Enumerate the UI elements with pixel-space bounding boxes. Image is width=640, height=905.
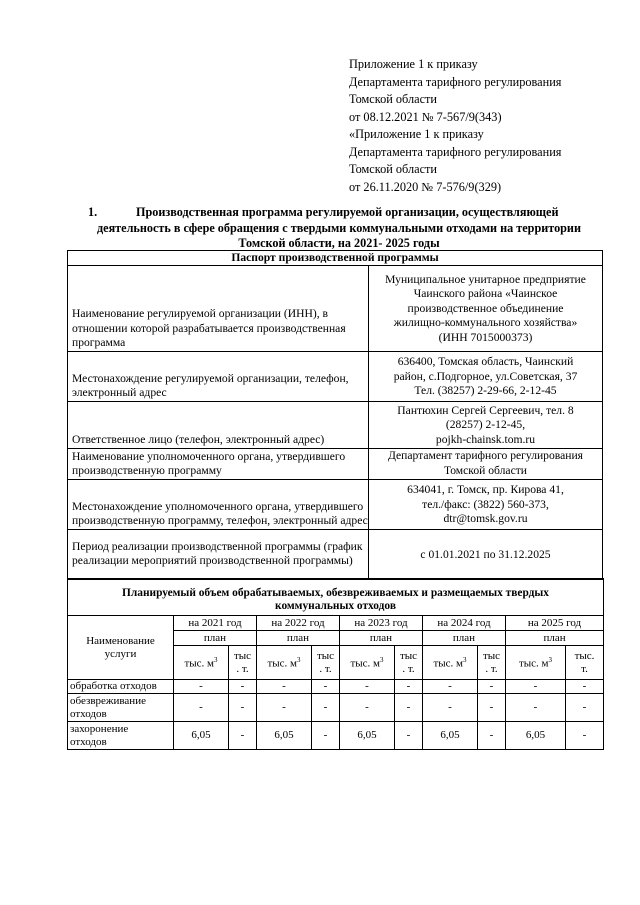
appendix-line: от 26.11.2020 № 7-576/9(329) xyxy=(349,179,502,194)
year-header: на 2024 год xyxy=(423,616,506,631)
passport-label: Наименование уполномоченного органа, утвердившего производственную программу xyxy=(68,449,369,480)
value-cell: - xyxy=(566,694,604,722)
value-cell: 6,05 xyxy=(423,722,478,750)
unit-sup: 3 xyxy=(297,656,301,665)
passport-label: Период реализации производственной программы (график реализации мероприятий производственной программы) xyxy=(68,530,369,580)
unit-m3-header xyxy=(257,646,312,680)
unit-text: . т. xyxy=(402,662,415,675)
value-cell: - xyxy=(395,722,423,750)
unit-text: тыс. м xyxy=(350,658,381,671)
passport-value xyxy=(369,480,603,530)
value-cell: - xyxy=(229,680,257,694)
value-cell: 6,05 xyxy=(174,722,229,750)
value-cell: 6,05 xyxy=(506,722,566,750)
unit-text: тыс xyxy=(482,649,501,662)
value-cell: - xyxy=(229,694,257,722)
unit-text: тыс. м xyxy=(518,658,549,671)
appendix-previous xyxy=(349,126,561,196)
plan-header: план xyxy=(506,631,604,646)
unit-sup: 3 xyxy=(380,656,384,665)
unit-t-header xyxy=(395,646,423,680)
unit-text: тыс. м xyxy=(184,658,215,671)
unit-sup: 3 xyxy=(548,656,553,665)
passport-value xyxy=(369,449,603,480)
value-line: Чаинского района «Чаинское xyxy=(413,287,558,301)
appendix-line: Томской области xyxy=(349,162,437,177)
passport-label: Ответственное лицо (телефон, электронный адрес) xyxy=(68,402,369,449)
plan-header: план xyxy=(174,631,257,646)
service-line: обезвреживание xyxy=(70,694,146,707)
passport-label: Местонахождение регулируемой организации, телефон, электронный адрес xyxy=(68,352,369,402)
unit-t-header xyxy=(478,646,506,680)
passport-label: Наименование регулируемой организации (ИНН), в отношении которой разрабатывается производственная программа xyxy=(68,266,369,352)
appendix-line: Томской области xyxy=(349,92,437,107)
passport-header: Паспорт производственной программы xyxy=(68,251,603,266)
appendix-line: «Приложение 1 к приказу xyxy=(349,127,484,141)
year-header: на 2022 год xyxy=(257,616,340,631)
passport-value xyxy=(369,530,603,580)
value-cell: - xyxy=(478,680,506,694)
value-line: жилищно-коммунального хозяйства» xyxy=(393,316,578,330)
appendix-line: от 08.12.2021 № 7-567/9(343) xyxy=(349,109,502,124)
volume-table xyxy=(67,578,604,750)
value-cell: - xyxy=(506,694,566,722)
value-line: Пантюхин Сергей Сергеевич, тел. 8 xyxy=(397,403,574,417)
unit-text: . т. xyxy=(485,662,498,675)
unit-text: тыс. м xyxy=(267,658,298,671)
value-cell: - xyxy=(174,680,229,694)
section-title-line: Производственная программа регулируемой организации, осуществляющей xyxy=(136,205,559,219)
unit-text: тыс xyxy=(316,649,335,662)
unit-text: тыс xyxy=(233,649,252,662)
value-cell: - xyxy=(312,680,340,694)
plan-header: план xyxy=(340,631,423,646)
value-cell: - xyxy=(395,680,423,694)
value-cell: - xyxy=(566,722,604,750)
value-cell: - xyxy=(566,680,604,694)
passport-value xyxy=(369,402,603,449)
unit-m3-header xyxy=(506,646,566,680)
value-line: pojkh-chainsk.tom.ru xyxy=(435,432,536,446)
value-cell: - xyxy=(506,680,566,694)
service-header-line: услуги xyxy=(104,647,137,660)
value-cell: - xyxy=(312,722,340,750)
value-line: район, с.Подгорное, ул.Советская, 37 xyxy=(393,369,578,383)
appendix-line: Департамента тарифного регулирования xyxy=(349,74,562,89)
section-title xyxy=(70,205,608,252)
unit-m3-header xyxy=(174,646,229,680)
value-line: 634041, г. Томск, пр. Кирова 41, xyxy=(407,483,564,497)
section-title-line: деятельность в сфере обращения с твердыми коммунальными отходами на территории xyxy=(97,220,581,235)
table-row xyxy=(68,722,604,750)
appendix-current xyxy=(349,56,561,126)
appendix-line: Департамента тарифного регулирования xyxy=(349,144,562,159)
value-line: dtr@tomsk.gov.ru xyxy=(443,512,528,526)
unit-t-header xyxy=(566,646,604,680)
value-cell: - xyxy=(478,722,506,750)
value-cell: 6,05 xyxy=(340,722,395,750)
passport-label: Местонахождение уполномоченного органа, утвердившего производственную программу, телефон, электронный адрес xyxy=(68,480,369,530)
caption-line: коммунальных отходов xyxy=(275,600,396,612)
value-line: (28257) 2-12-45, xyxy=(445,418,526,432)
passport-value xyxy=(369,266,603,352)
unit-t-header xyxy=(229,646,257,680)
value-cell: - xyxy=(423,680,478,694)
table-row xyxy=(68,694,604,722)
value-line: Томской области xyxy=(444,463,527,477)
plan-header: план xyxy=(257,631,340,646)
volume-caption xyxy=(68,579,604,616)
service-header-line: Наименование xyxy=(86,634,155,647)
appendix-line: Приложение 1 к приказу xyxy=(349,57,478,71)
unit-m3-header xyxy=(340,646,395,680)
section-title-line: Томской области, на 2021- 2025 годы xyxy=(238,236,440,251)
value-line: Департамент тарифного регулирования xyxy=(387,449,583,463)
unit-text: . т. xyxy=(319,662,332,675)
service-header xyxy=(68,616,174,680)
service-name xyxy=(68,694,174,722)
value-cell: - xyxy=(257,680,312,694)
unit-m3-header xyxy=(423,646,478,680)
value-line: производственное объединение xyxy=(407,301,564,315)
unit-sup: 3 xyxy=(214,656,218,665)
unit-text: тыс. xyxy=(574,649,595,662)
value-line: 636400, Томская область, Чаинский xyxy=(397,355,574,369)
year-header: на 2021 год xyxy=(174,616,257,631)
unit-sup: 3 xyxy=(463,656,467,665)
value-cell: - xyxy=(174,694,229,722)
year-header: на 2025 год xyxy=(506,616,604,631)
year-header: на 2023 год xyxy=(340,616,423,631)
service-line: обработка отходов xyxy=(70,680,157,693)
service-name xyxy=(68,680,174,694)
table-row xyxy=(68,680,604,694)
value-line: Тел. (38257) 2-29-66, 2-12-45 xyxy=(414,384,557,398)
service-line: захоронение xyxy=(70,722,129,735)
value-cell: - xyxy=(340,680,395,694)
passport-value xyxy=(369,352,603,402)
value-cell: - xyxy=(340,694,395,722)
value-line: Муниципальное унитарное предприятие xyxy=(385,272,586,286)
value-cell: - xyxy=(312,694,340,722)
value-line: с 01.01.2021 по 31.12.2025 xyxy=(420,547,551,561)
value-cell: - xyxy=(229,722,257,750)
value-cell: 6,05 xyxy=(257,722,312,750)
service-name xyxy=(68,722,174,750)
value-cell: - xyxy=(423,694,478,722)
value-cell: - xyxy=(478,694,506,722)
passport-table xyxy=(67,250,603,580)
unit-text: тыс. м xyxy=(433,658,464,671)
unit-t-header xyxy=(312,646,340,680)
value-cell: - xyxy=(395,694,423,722)
value-cell: - xyxy=(257,694,312,722)
service-line: отходов xyxy=(70,735,107,748)
caption-line: Планируемый объем обрабатываемых, обезвреживаемых и размещаемых твердых xyxy=(122,587,550,599)
unit-text: т. xyxy=(581,662,588,675)
section-number: 1. xyxy=(88,205,98,219)
value-line: (ИНН 7015000373) xyxy=(438,330,533,344)
service-line: отходов xyxy=(70,707,107,720)
value-line: тел./факс: (3822) 560-373, xyxy=(422,497,549,511)
plan-header: план xyxy=(423,631,506,646)
unit-text: тыс xyxy=(399,649,418,662)
unit-text: . т. xyxy=(236,662,249,675)
